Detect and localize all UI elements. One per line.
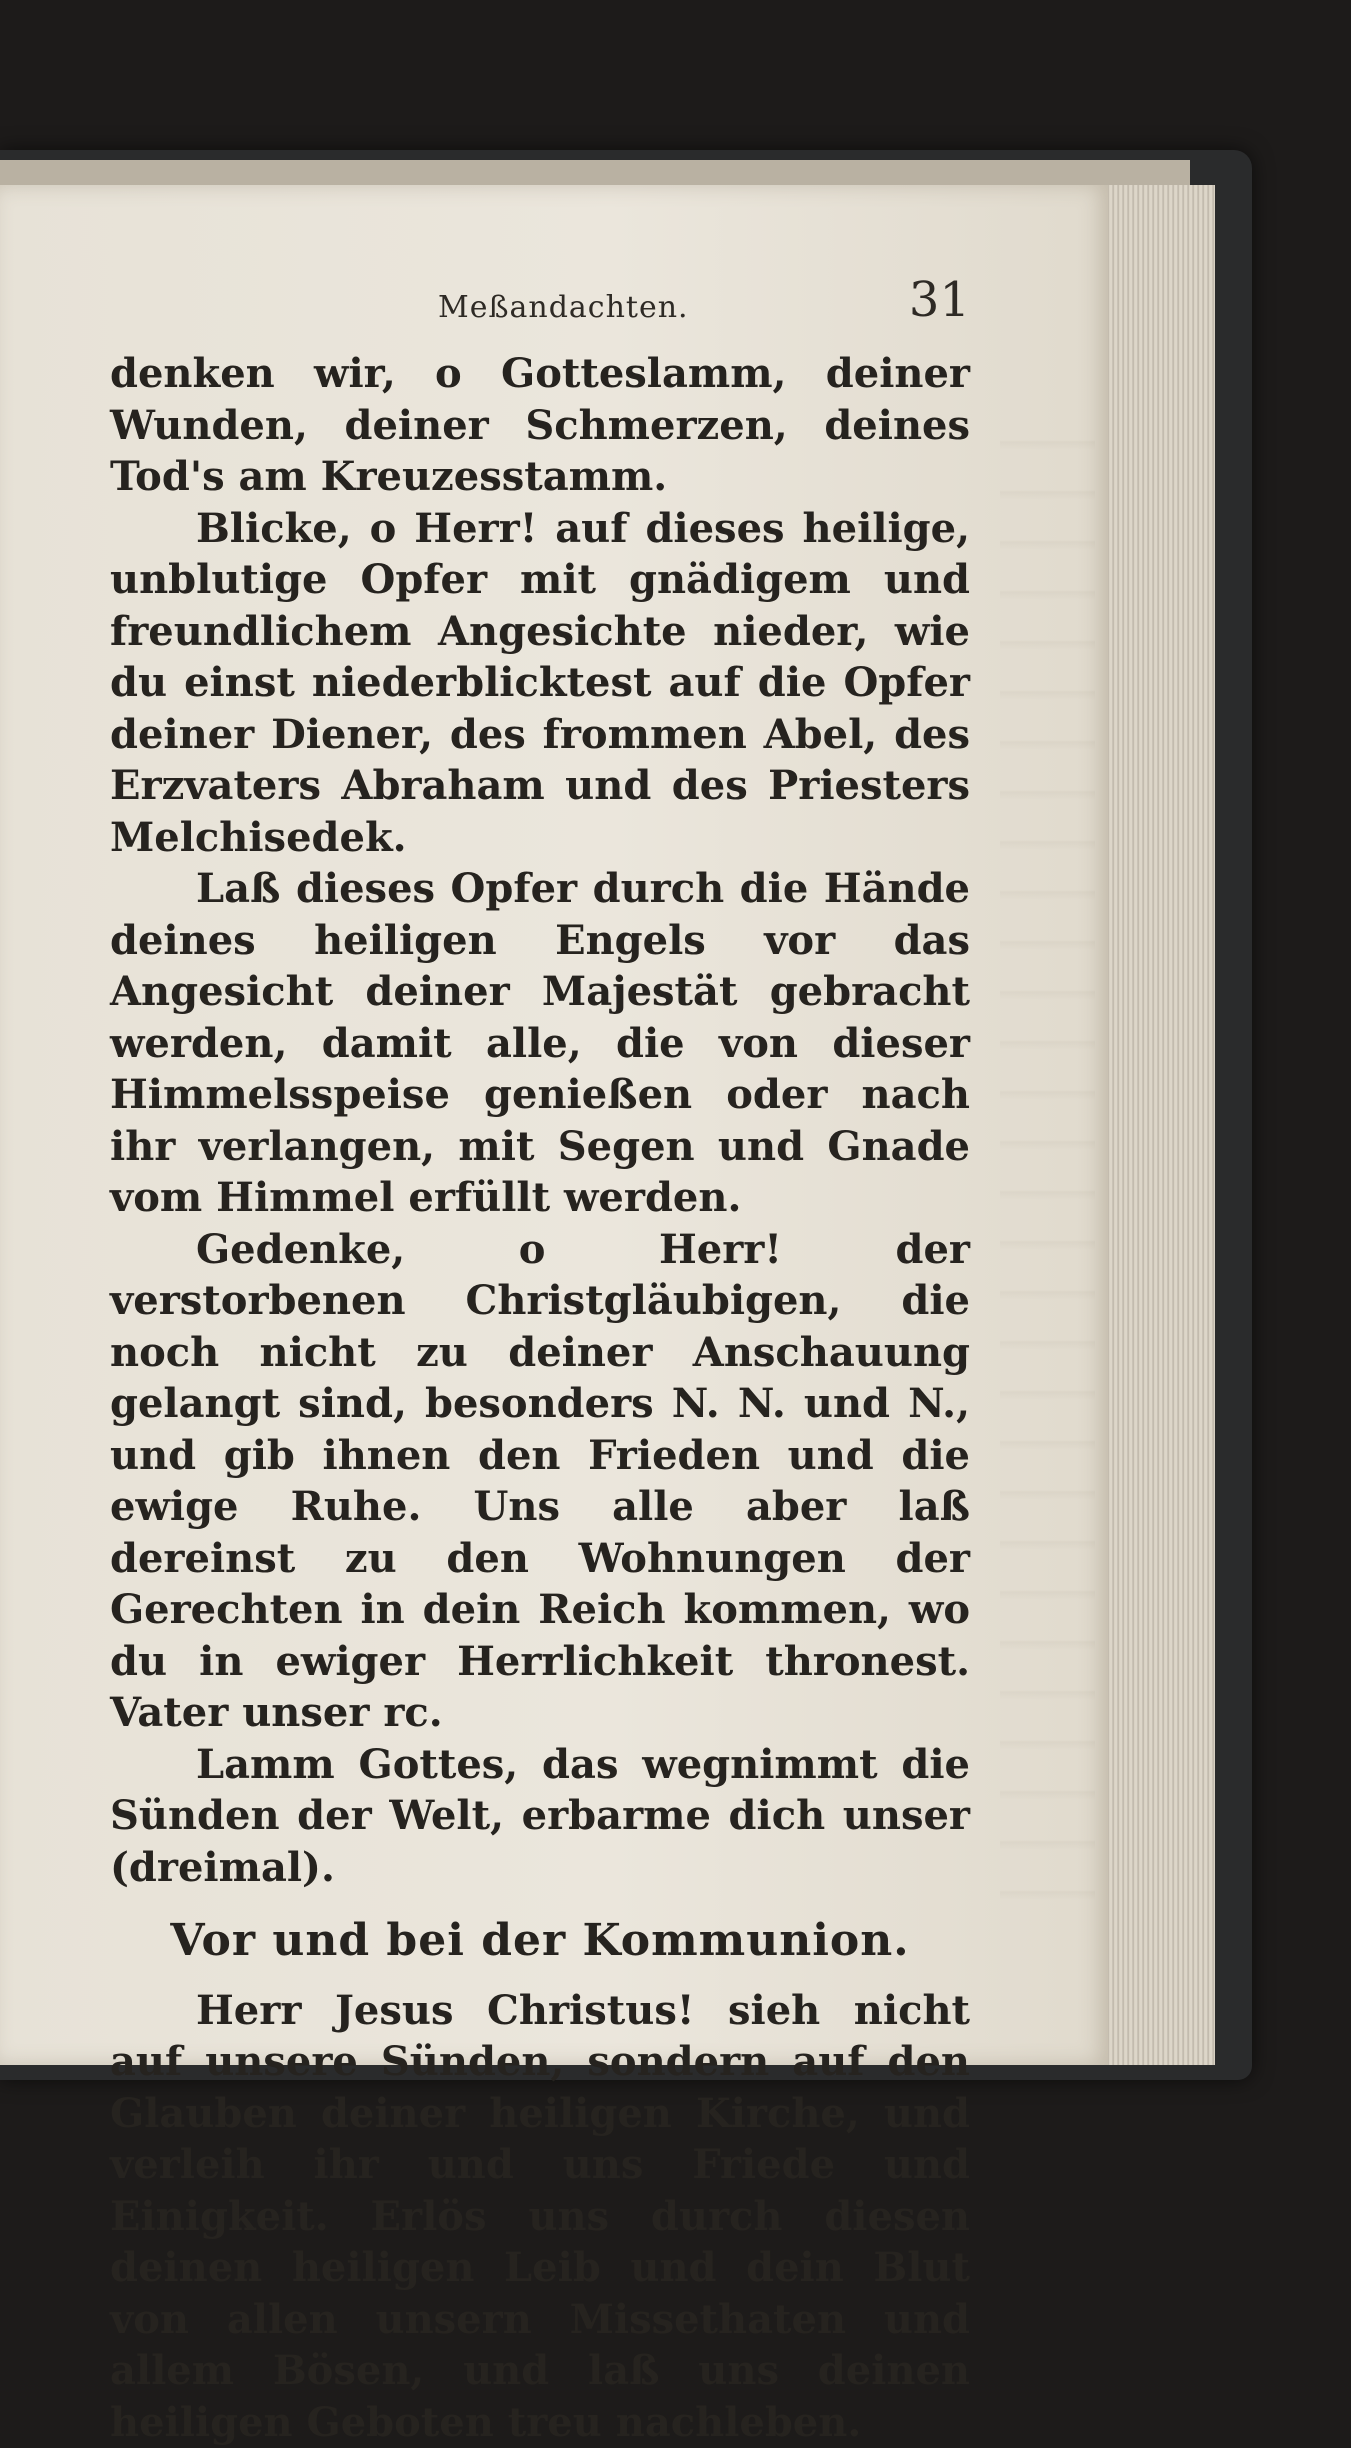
paragraph: denken wir, o Gotteslamm, deiner Wunden, deiner Schmerzen, deines Tod's am Kreuzesstamm. xyxy=(110,348,970,503)
page-number: 31 xyxy=(909,272,970,328)
page-header xyxy=(110,268,970,348)
paragraph: Gedenke, o Herr! der verstorbenen Christgläubigen, die noch nicht zu deiner Anschauung gelangt sind, besonders N. N. und N., und gib ihnen den Frieden und die ewige Ruhe. Uns alle aber laß dereinst zu den Wohnungen der Gerechten in dein Reich kommen, wo du in ewiger Herrlichkeit thronest. Vater unser rc. xyxy=(110,1224,970,1739)
paragraph: Laß dieses Opfer durch die Hände deines heiligen Engels vor das Angesicht deiner Majestät gebracht werden, damit alle, die von dieser Himmelsspeise genießen oder nach ihr verlangen, mit Segen und Gnade vom Himmel erfüllt werden. xyxy=(110,863,970,1224)
page-edges xyxy=(1105,185,1215,2065)
show-through xyxy=(1000,400,1095,1900)
paragraph: Blicke, o Herr! auf dieses heilige, unblutige Opfer mit gnädigem und freundlichem Angesichte nieder, wie du einst niederblicktest auf die Opfer deiner Diener, des frommen Abel, des Erzvaters Abraham und des Priesters Melchisedek. xyxy=(110,503,970,864)
paragraph: Lamm Gottes, das wegnimmt die Sünden der Welt, erbarme dich unser (dreimal). xyxy=(110,1739,970,1894)
body-text xyxy=(110,348,970,2448)
section-heading: Vor und bei der Kommunion. xyxy=(110,1915,970,1967)
paragraph: Herr Jesus Christus! sieh nicht auf unsere Sünden, sondern auf den Glauben deiner heiligen Kirche, und verleih ihr und uns Friede und Einigkeit. Erlös uns durch diesen deinen heiligen Leib und dein Blut von allen unsern Missethaten und allem Bösen, und laß uns deinen heiligen Geboten treu nachleben. xyxy=(110,1985,970,2448)
running-title: Meßandachten. xyxy=(438,290,689,325)
